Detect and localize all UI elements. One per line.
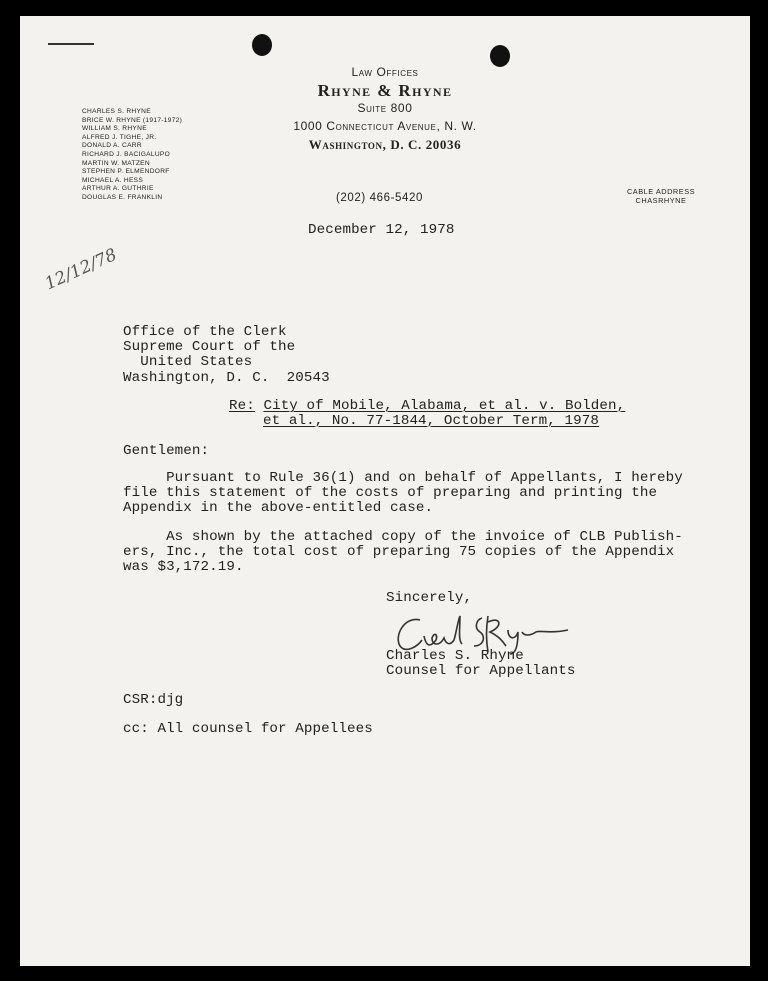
re-line-2: [263, 413, 599, 429]
firm-name: Rhyne & Rhyne: [317, 81, 453, 100]
salutation: Gentlemen:: [123, 443, 210, 459]
re-line-1: [229, 398, 625, 414]
typist-initials: CSR:djg: [123, 692, 184, 708]
handwritten-date: 12/12/78: [42, 244, 120, 295]
city-address: Washington, D. C. 20036: [308, 137, 462, 152]
edge-mark: [48, 43, 94, 45]
suite: Suite 800: [357, 101, 413, 115]
partner-name: CHARLES S. RHYNE: [82, 108, 151, 115]
signer-name: Charles S. Rhyne: [386, 648, 524, 664]
office-label: Law Offices: [351, 65, 419, 79]
punch-hole-left: [252, 34, 272, 56]
partner-name: MICHAEL A. HESS: [82, 176, 144, 184]
partner-name: RICHARD J. BACIGALUPO: [82, 150, 171, 158]
recipient-line: Office of the Clerk: [123, 324, 287, 340]
case-caption-etal: et al.: [263, 413, 315, 429]
partner-name: ALFRED J. TIGHE, JR.: [82, 133, 157, 141]
partner-name: STEPHEN P. ELMENDORF: [82, 168, 170, 176]
partner-name: DONALD A. CARR: [82, 142, 142, 150]
partner-name: BRICE W. RHYNE (1917-1972): [82, 116, 183, 124]
phone: (202) 466-5420: [336, 192, 424, 204]
re-label: Re:: [229, 398, 255, 414]
recipient-line: United States: [123, 354, 253, 371]
cable-address-value: CHASRHYNE: [635, 196, 687, 205]
closing: Sincerely,: [386, 590, 473, 606]
street-address: 1000 Connecticut Avenue, N. W.: [293, 119, 477, 133]
recipient-block: [123, 325, 330, 386]
body-paragraph-2: As shown by the attached copy of the invoice of CLB Publish- ers, Inc., the total cost of preparing 75 copies of the Appendix was $3,172.19.: [123, 529, 683, 576]
partner-name: ARTHUR A. GUTHRIE: [82, 185, 154, 193]
cc-line: cc: All counsel for Appellees: [123, 721, 373, 737]
partner-name: DOUGLAS E. FRANKLIN: [82, 193, 163, 201]
body-paragraph-1: Pursuant to Rule 36(1) and on behalf of Appellants, I hereby file this statement of the costs of preparing and printing the Appendix in the above-entitled case.: [123, 470, 683, 517]
docket-info: , No. 77-1844, October Term, 1978: [314, 413, 599, 429]
cable-address-label: CABLE ADDRESS: [626, 187, 696, 196]
partner-name: MARTIN W. MATZEN: [82, 159, 150, 167]
punch-hole-right: [490, 45, 510, 67]
case-caption: City of Mobile, Alabama, et al. v. Bolden,: [263, 398, 626, 414]
recipient-line: Supreme Court of the: [123, 339, 296, 356]
letter-date: December 12, 1978: [308, 222, 455, 238]
recipient-line: Washington, D. C. 20543: [123, 369, 330, 386]
signer-title: Counsel for Appellants: [386, 663, 576, 679]
partners-list: [82, 108, 182, 203]
partner-name: WILLIAM S. RHYNE: [82, 125, 147, 133]
letter-page: [20, 16, 750, 966]
